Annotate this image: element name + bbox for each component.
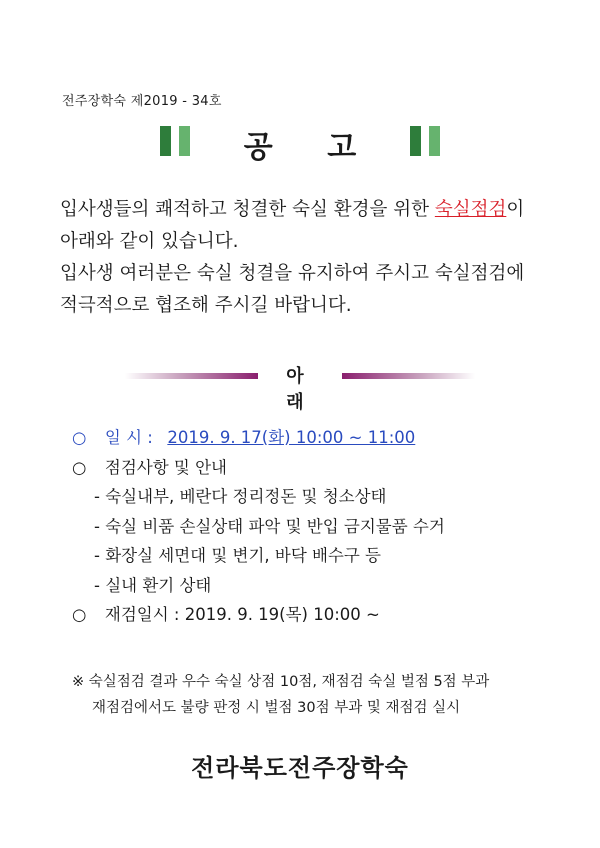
body-line-2: 아래와 같이 있습니다. bbox=[60, 231, 239, 252]
title-bars-right bbox=[410, 126, 440, 156]
circle-bullet-icon: ○ bbox=[72, 428, 87, 447]
title-block bbox=[160, 122, 440, 165]
highlight-text: 숙실점검 bbox=[434, 199, 507, 220]
section-heading: 아 래 bbox=[286, 366, 324, 413]
section-divider bbox=[125, 362, 475, 413]
list-item-check bbox=[72, 453, 445, 483]
recheck-text: 재검일시 : 2019. 9. 19(목) 10:00 ~ bbox=[104, 605, 380, 624]
green-bar bbox=[429, 126, 440, 156]
body-text: 입사생들의 쾌적하고 청결한 숙실 환경을 위한 bbox=[60, 199, 435, 220]
body-line-4: 적극적으로 협조해 주시길 바랍니다. bbox=[60, 295, 352, 316]
list-item-recheck bbox=[72, 600, 445, 630]
check-subitem: - 실내 환기 상태 bbox=[94, 575, 212, 595]
details-list bbox=[72, 423, 445, 630]
document-number: 전주장학숙 제2019 - 34호 bbox=[62, 94, 222, 109]
issuer-signature: 전라북도전주장학숙 bbox=[191, 754, 409, 782]
body-line-3: 입사생 여러분은 숙실 청결을 유지하여 주시고 숙실점검에 bbox=[60, 263, 525, 284]
check-subitem: - 화장실 세면대 및 변기, 바닥 배수구 등 bbox=[94, 546, 381, 565]
divider-line-left bbox=[125, 373, 258, 379]
green-bar bbox=[410, 126, 421, 156]
check-label: 점검사항 및 안내 bbox=[104, 457, 227, 477]
body-line-1 bbox=[60, 194, 560, 226]
check-subitem: - 숙실내부, 베란다 정리정돈 및 청소상태 bbox=[94, 487, 387, 506]
check-subitem: - 숙실 비품 손실상태 파악 및 반입 금지물품 수거 bbox=[94, 516, 445, 536]
divider-line-right bbox=[342, 373, 475, 379]
body-text: 이 bbox=[506, 199, 525, 220]
page-title: 공 고 bbox=[243, 130, 379, 165]
circle-bullet-icon: ○ bbox=[72, 457, 87, 477]
date-label: 일 시 : bbox=[104, 428, 153, 447]
notice-note bbox=[72, 669, 489, 721]
note-line-2: 재점검에서도 불량 판정 시 벌점 30점 부과 및 재점검 실시 bbox=[92, 700, 461, 716]
date-value: 2019. 9. 17(화) 10:00 ~ 11:00 bbox=[167, 428, 416, 447]
announcement-body bbox=[60, 194, 560, 322]
list-item-date bbox=[72, 423, 445, 453]
note-line-1: ※ 숙실점검 결과 우수 숙실 상점 10점, 재점검 숙실 벌점 5점 부과 bbox=[72, 674, 490, 690]
circle-bullet-icon: ○ bbox=[72, 605, 87, 624]
